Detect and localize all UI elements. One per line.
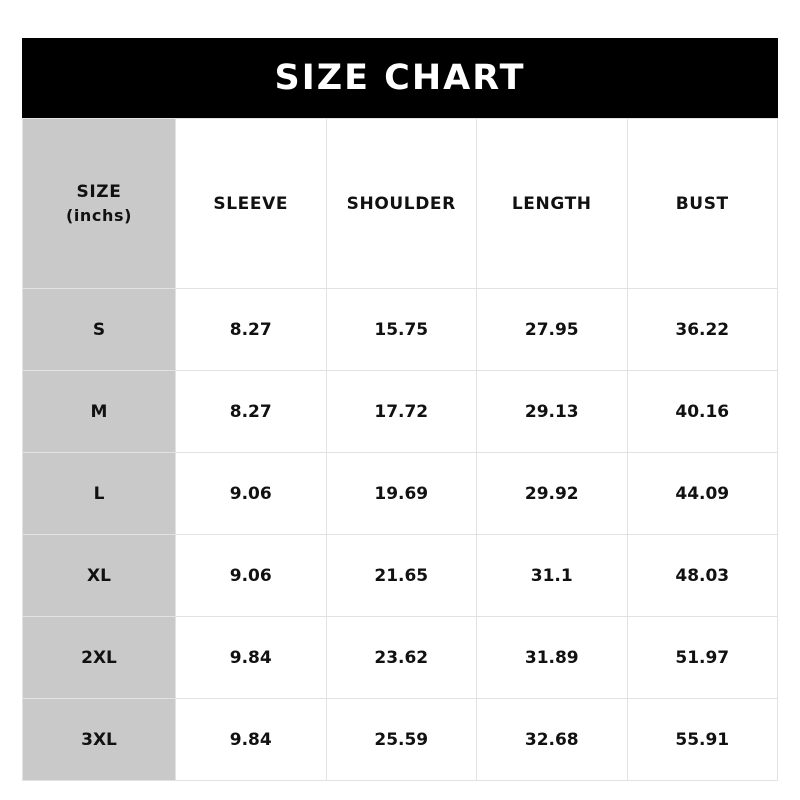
table-row [23, 289, 778, 371]
cell-bust: 36.22 [627, 289, 778, 371]
cell-length: 29.92 [477, 453, 628, 535]
cell-bust: 55.91 [627, 699, 778, 781]
cell-shoulder: 15.75 [326, 289, 477, 371]
cell-sleeve: 9.06 [176, 535, 327, 617]
size-chart-table [22, 118, 778, 781]
cell-bust: 44.09 [627, 453, 778, 535]
cell-length: 32.68 [477, 699, 628, 781]
cell-shoulder: 23.62 [326, 617, 477, 699]
cell-sleeve: 8.27 [176, 371, 327, 453]
table-row [23, 371, 778, 453]
cell-length: 31.1 [477, 535, 628, 617]
cell-shoulder: 25.59 [326, 699, 477, 781]
cell-size: XL [23, 535, 176, 617]
cell-sleeve: 9.84 [176, 699, 327, 781]
cell-sleeve: 9.84 [176, 617, 327, 699]
cell-shoulder: 21.65 [326, 535, 477, 617]
column-header-bust: BUST [627, 119, 778, 289]
cell-bust: 51.97 [627, 617, 778, 699]
size-chart-title-bar [22, 38, 778, 118]
column-header-sleeve: SLEEVE [176, 119, 327, 289]
cell-size: 3XL [23, 699, 176, 781]
table-row [23, 617, 778, 699]
cell-size: M [23, 371, 176, 453]
cell-bust: 40.16 [627, 371, 778, 453]
cell-sleeve: 9.06 [176, 453, 327, 535]
column-header-size [23, 119, 176, 289]
column-header-shoulder: SHOULDER [326, 119, 477, 289]
cell-bust: 48.03 [627, 535, 778, 617]
cell-shoulder: 17.72 [326, 371, 477, 453]
cell-length: 27.95 [477, 289, 628, 371]
cell-length: 31.89 [477, 617, 628, 699]
cell-size: 2XL [23, 617, 176, 699]
table-row [23, 535, 778, 617]
cell-size: L [23, 453, 176, 535]
size-header-unit: (inchs) [65, 206, 133, 226]
page-title: SIZE CHART [274, 58, 526, 98]
size-chart-container [22, 38, 778, 778]
cell-shoulder: 19.69 [326, 453, 477, 535]
table-row [23, 453, 778, 535]
column-header-length: LENGTH [477, 119, 628, 289]
size-header-label: SIZE [76, 181, 122, 202]
table-row [23, 699, 778, 781]
cell-length: 29.13 [477, 371, 628, 453]
cell-size: S [23, 289, 176, 371]
table-header-row [23, 119, 778, 289]
cell-sleeve: 8.27 [176, 289, 327, 371]
